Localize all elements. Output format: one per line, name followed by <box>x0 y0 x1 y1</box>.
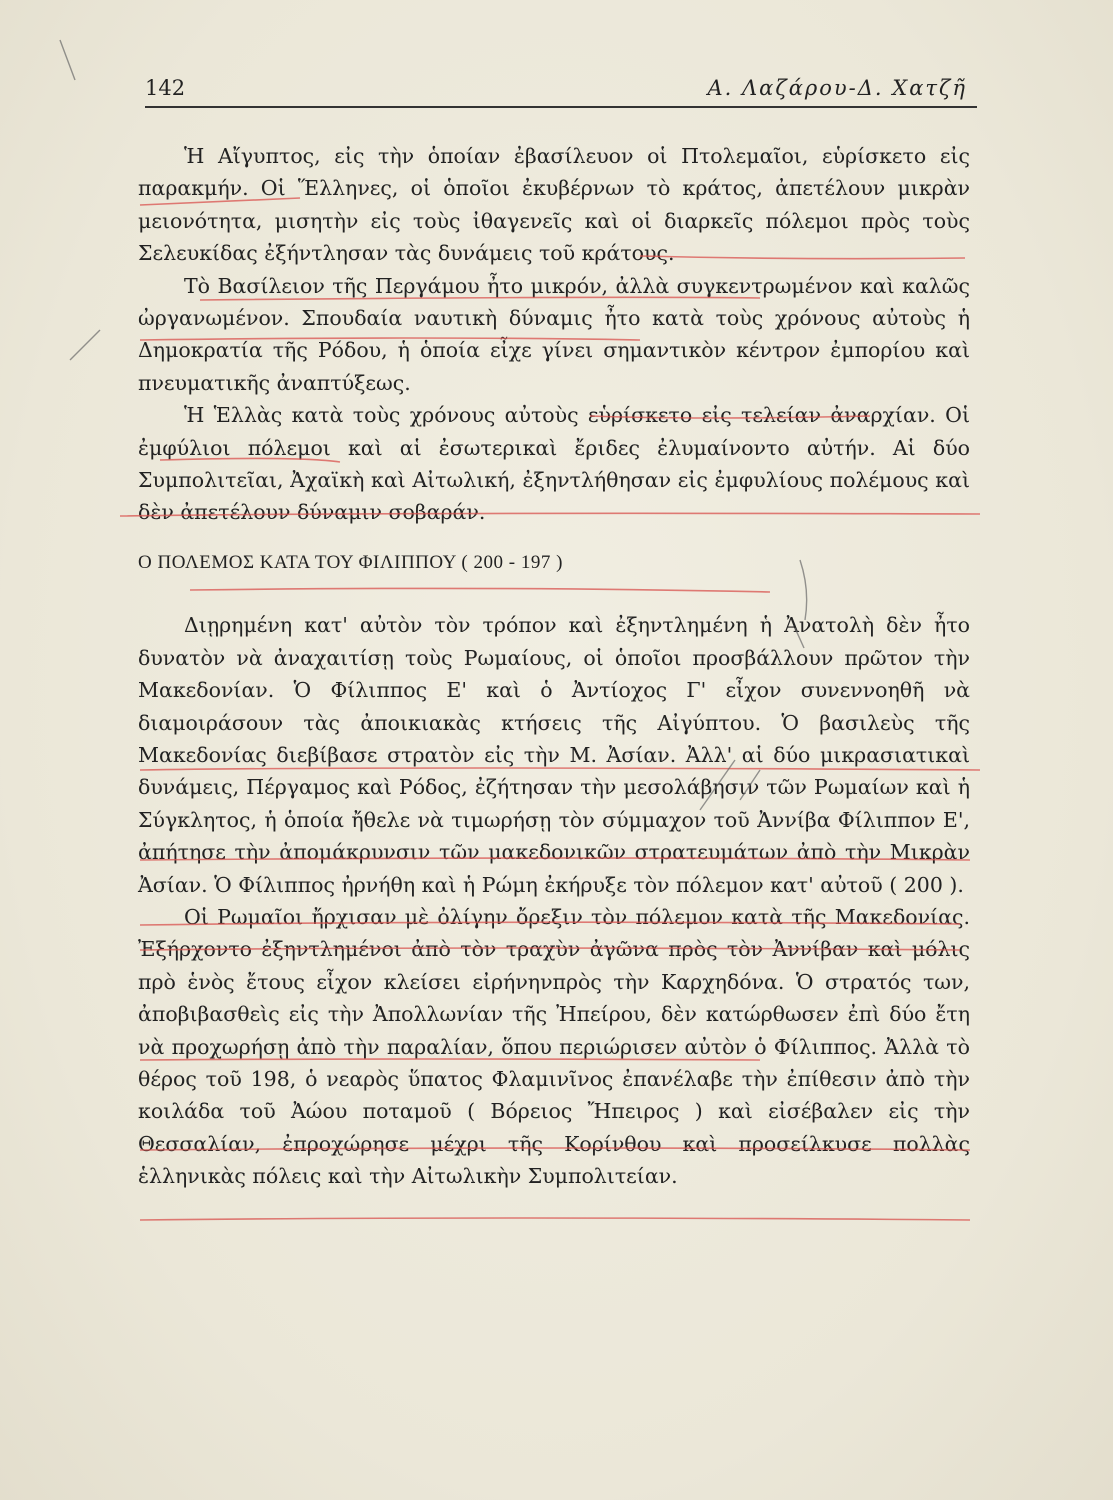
running-head: Α. Λαζάρου-Δ. Χατζῆ <box>707 76 967 100</box>
pencil-marks <box>60 40 807 810</box>
page-number: 142 <box>145 76 186 100</box>
paragraph-war-cause: Διῃρημένη κατ' αὐτὸν τὸν τρόπον καὶ ἐξηντλημένη ἡ Ἀνατολὴ δὲν ἦτο δυνατὸν νὰ ἀναχαιτίσῃ τοὺς Ρωμαίους, οἱ ὁποῖοι προσβάλλουν πρῶτον τὴν Μακεδονίαν. Ὁ Φίλιππος Ε' καὶ ὁ Ἀντίοχος Γ' εἶχον συνεννοηθῆ νὰ διαμοιράσουν τὰς ἀποικιακὰς κτήσεις τῆς Αἰγύπτου. Ὁ βασιλεὺς τῆς Μακεδονίας διεβίβασε στρατὸν εἰς τὴν Μ. Ἀσίαν. Ἀλλ' αἱ δύο μικρασιατικαὶ δυνάμεις, Πέργαμος καὶ Ρόδος, ἐζήτησαν τὴν μεσολάβησιν τῶν Ρωμαίων καὶ ἡ Σύγκλητος, ἡ ὁποία ἤθελε νὰ τιμωρήσῃ τὸν σύμμαχον τοῦ Ἀννίβα Φίλιππον Ε', ἀπήτησε τὴν ἀπομάκρυνσιν τῶν μακεδονικῶν στρατευμάτων ἀπὸ τὴν Μικρὰν Ἀσίαν. Ὁ Φίλιππος ἠρνήθη καὶ ἡ Ρώμη ἐκήρυξε τὸν πόλεμον κατ' αὐτοῦ ( 200 ). <box>138 613 970 897</box>
paragraph-greece: Ἡ Ἑλλὰς κατὰ τοὺς χρόνους αὐτοὺς εὑρίσκετο εἰς τελείαν ἀναρχίαν. Οἱ ἐμφύλιοι πόλεμοι καὶ αἱ ἐσωτερικαὶ ἔριδες ἐλυμαίνοντο αὐτήν. Αἱ δύο Συμπολιτεῖαι, Ἀχαϊκὴ καὶ Αἰτωλική, ἐξηντλήθησαν εἰς ἐμφυλίους πολέμους καὶ δὲν ἀπετέλουν δύναμιν σοβαράν. <box>138 403 970 525</box>
paragraph-pergamon: Τὸ Βασίλειον τῆς Περγάμου ἦτο μικρόν, ἀλλὰ συγκεντρωμένον καὶ καλῶς ὠργανωμένον. Σπουδαία ναυτικὴ δύναμις ἦτο κατὰ τοὺς χρόνους αὐτοὺς ἡ Δημοκρατία τῆς Ρόδου, ἡ ὁποία εἶχε γίνει σημαντικὸν κέντρον ἐμπορίου καὶ πνευματικῆς ἀναπτύξεως. <box>138 273 970 395</box>
red-underlines <box>120 198 980 1220</box>
paragraph-egypt: Ἡ Αἴγυπτος, εἰς τὴν ὁποίαν ἐβασίλευον οἱ Πτολεμαῖοι, εὑρίσκετο εἰς παρακμήν. Οἱ Ἕλληνες, οἱ ὁποῖοι ἐκυβέρνων τὸ κράτος, ἀπετέλουν μικρὰν μειονότητα, μισητὴν εἰς τοὺς ἰθαγενεῖς καὶ οἱ διαρκεῖς πόλεμοι πρὸς τοὺς Σελευκίδας ἐξήντλησαν τὰς δυνάμεις τοῦ κράτους. <box>138 144 970 266</box>
paragraph-war-course: Οἱ Ρωμαῖοι ἤρχισαν μὲ ὀλίγην ὄρεξιν τὸν πόλεμον κατὰ τῆς Μακεδονίας. Ἐξήρχοντο ἐξηντλημένοι ἀπὸ τὸν τραχὺν ἀγῶνα πρὸς τὸν Ἀννίβαν καὶ μόλις πρὸ ἑνὸς ἔτους εἶχον κλείσει εἰρήνηνπρὸς τὴν Καρχηδόνα. Ὁ στρατός των, ἀποβιβασθεὶς εἰς τὴν Ἀπολλωνίαν τῆς Ἠπείρου, δὲν κατώρθωσεν ἐπὶ δύο ἔτη νὰ προχωρήσῃ ἀπὸ τὴν παραλίαν, ὅπου περιώρισεν αὐτὸν ὁ Φίλιππος. Ἀλλὰ τὸ θέρος τοῦ 198, ὁ νεαρὸς ὕπατος Φλαμινῖνος ἐπανέλαβε τὴν ἐπίθεσιν ἀπὸ τὴν κοιλάδα τοῦ Ἀώου ποταμοῦ ( Βόρειος Ἤπειρος ) καὶ εἰσέβαλεν εἰς τὴν Θεσσαλίαν, ἐπροχώρησε μέχρι τῆς Κορίνθου καὶ προσείλκυσε πολλὰς ἑλληνικὰς πόλεις καὶ τὴν Αἰτωλικὴν Συμπολιτείαν. <box>138 904 970 1189</box>
section-heading: Ο ΠΟΛΕΜΟΣ ΚΑΤΑ ΤΟΥ ΦΙΛΙΠΠΟΥ ( 200 - 197 ) <box>138 551 563 573</box>
